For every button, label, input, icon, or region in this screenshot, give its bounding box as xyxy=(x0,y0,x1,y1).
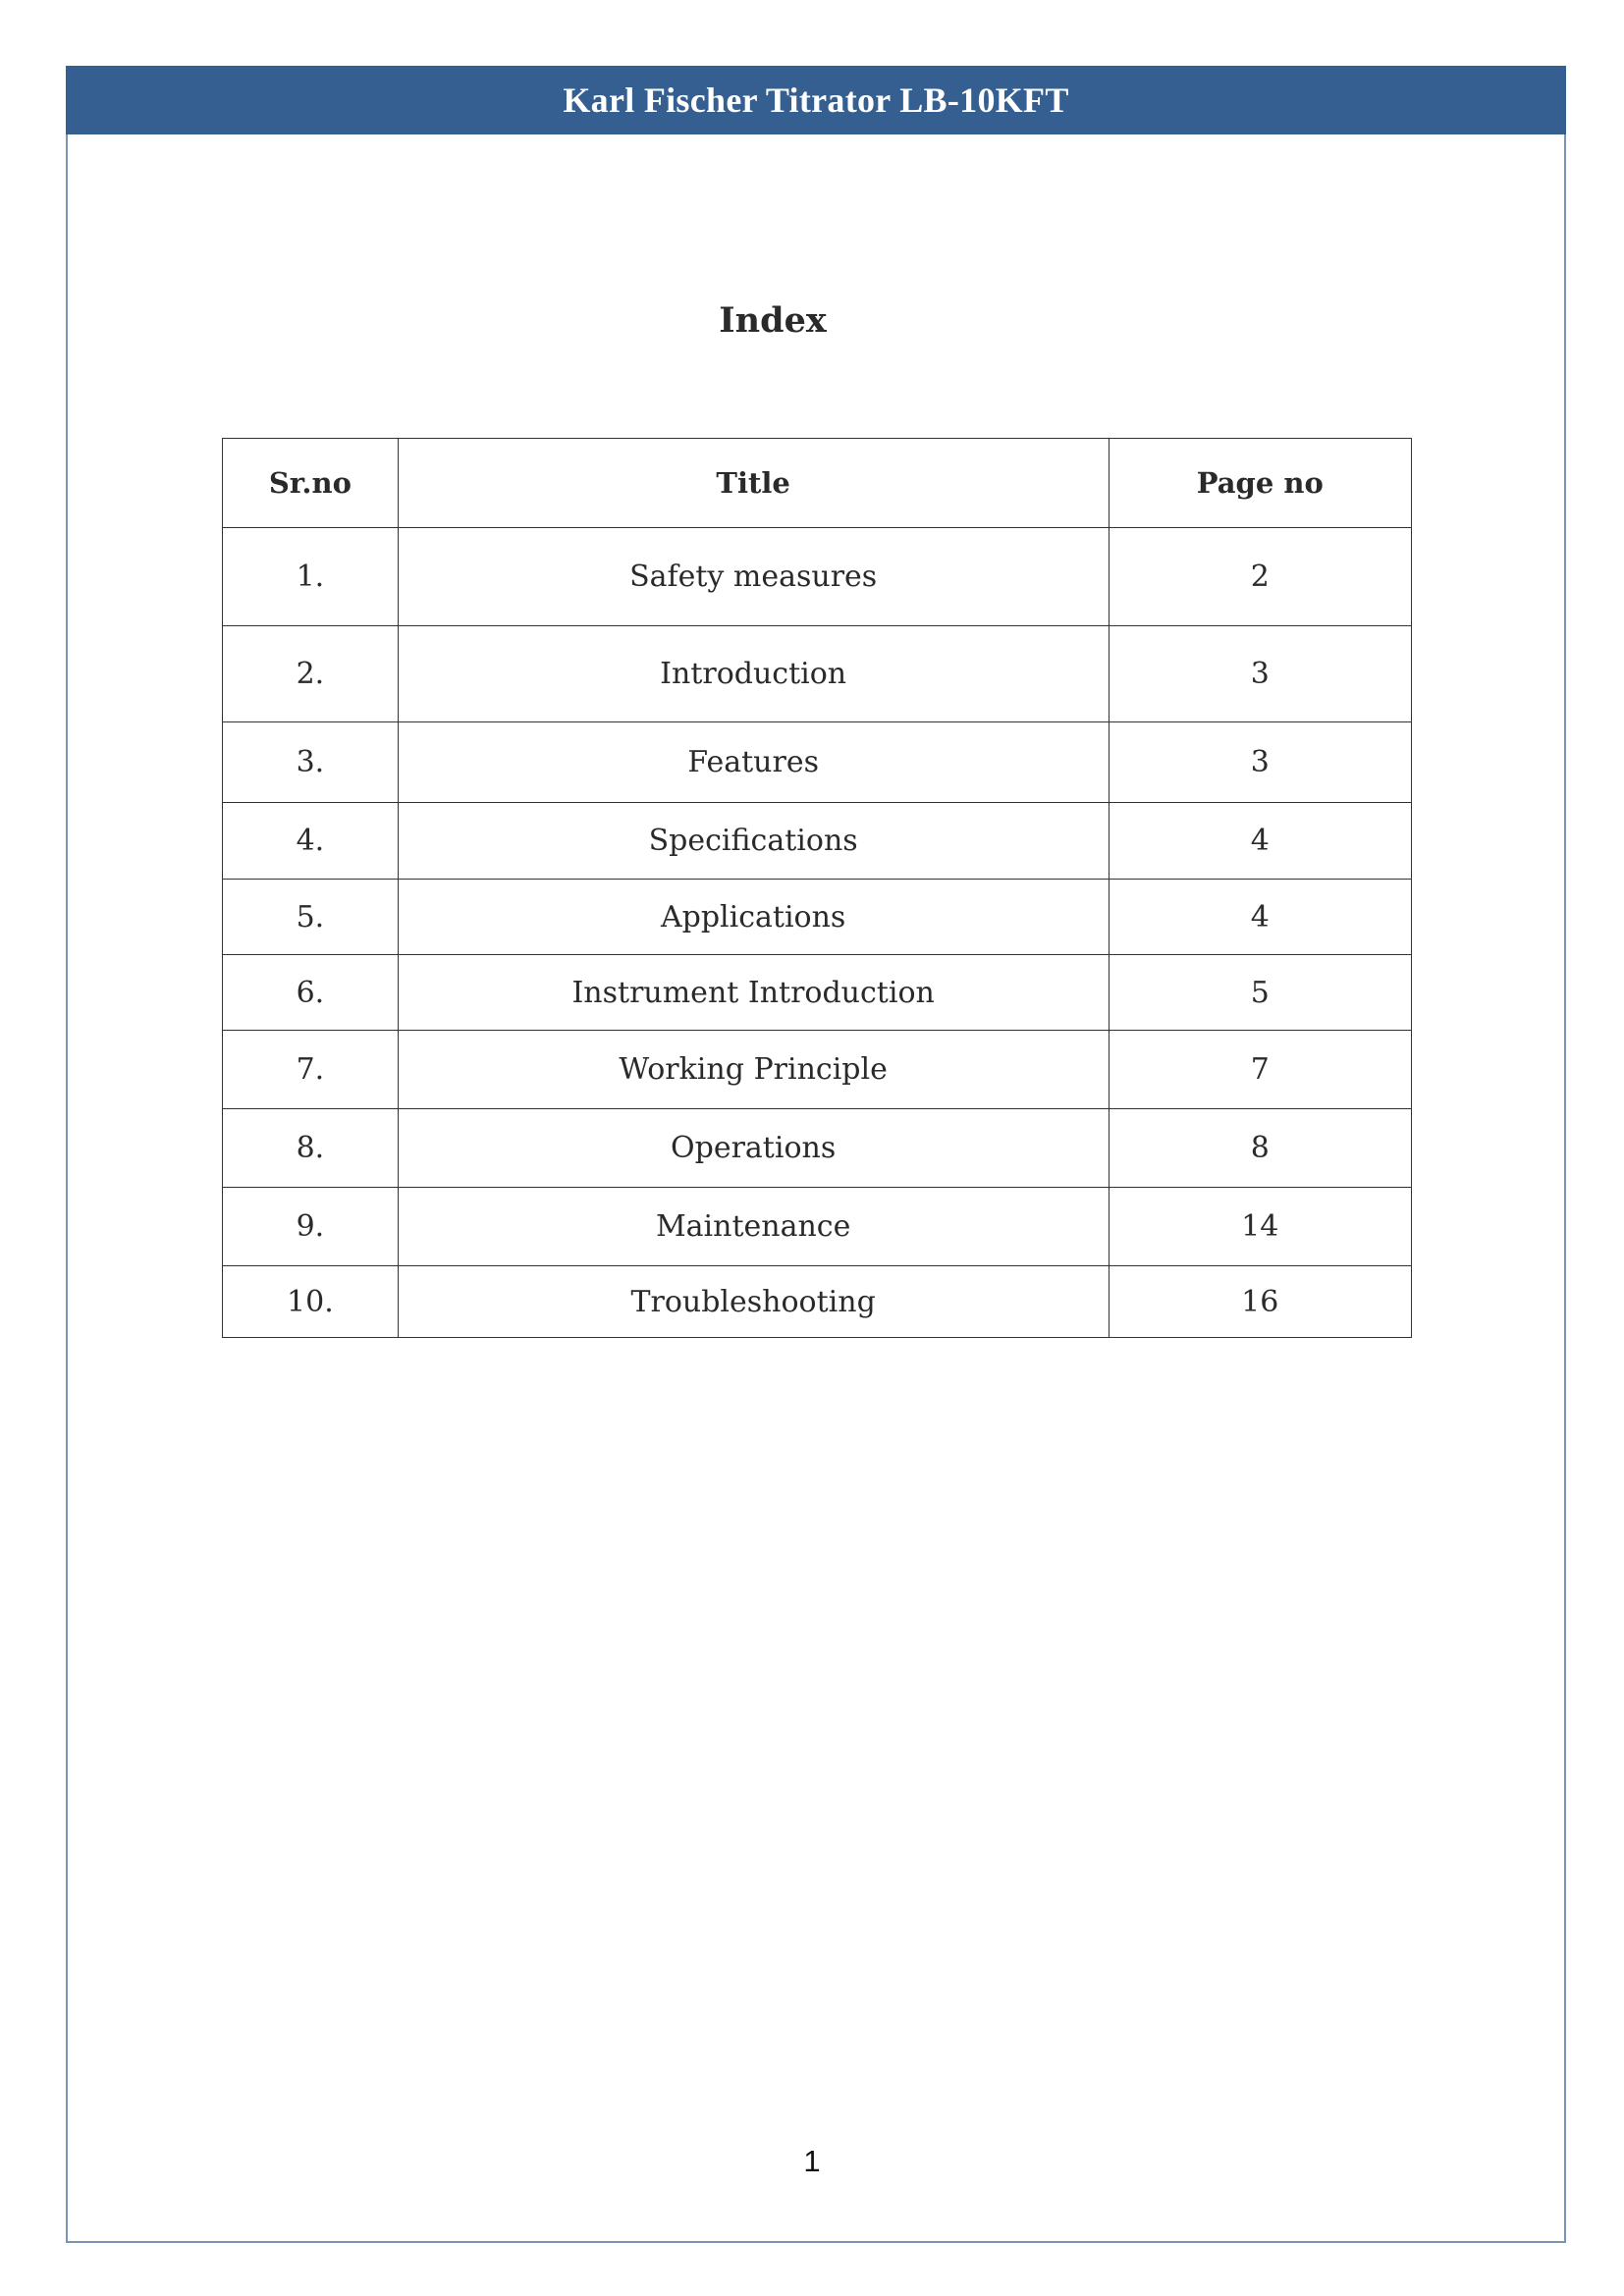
sr-no-cell: 3. xyxy=(223,722,399,803)
sr-no-cell: 9. xyxy=(223,1188,399,1266)
title-cell: Features xyxy=(398,722,1109,803)
table-row xyxy=(223,626,1412,722)
column-header-sr-no: Sr.no xyxy=(223,439,399,528)
sr-no-cell: 10. xyxy=(223,1266,399,1338)
table-row xyxy=(223,1266,1412,1338)
sr-no-cell: 6. xyxy=(223,955,399,1031)
page-no-cell: 3 xyxy=(1109,626,1411,722)
title-cell: Introduction xyxy=(398,626,1109,722)
document-header xyxy=(66,66,1566,134)
page-no-cell: 5 xyxy=(1109,955,1411,1031)
sr-no-cell: 4. xyxy=(223,803,399,880)
title-cell: Instrument Introduction xyxy=(398,955,1109,1031)
page-no-cell: 7 xyxy=(1109,1031,1411,1109)
index-heading: Index xyxy=(719,300,827,341)
title-cell: Specifications xyxy=(398,803,1109,880)
sr-no-cell: 7. xyxy=(223,1031,399,1109)
column-header-title: Title xyxy=(398,439,1109,528)
table-row xyxy=(223,528,1412,626)
table-row xyxy=(223,1031,1412,1109)
page-no-cell: 2 xyxy=(1109,528,1411,626)
title-cell: Safety measures xyxy=(398,528,1109,626)
table-row xyxy=(223,1188,1412,1266)
page-no-cell: 4 xyxy=(1109,880,1411,955)
page-no-cell: 3 xyxy=(1109,722,1411,803)
sr-no-cell: 2. xyxy=(223,626,399,722)
page-no-cell: 8 xyxy=(1109,1109,1411,1188)
sr-no-cell: 8. xyxy=(223,1109,399,1188)
table-header-row xyxy=(223,439,1412,528)
title-cell: Applications xyxy=(398,880,1109,955)
sr-no-cell: 1. xyxy=(223,528,399,626)
table-row xyxy=(223,1109,1412,1188)
title-cell: Maintenance xyxy=(398,1188,1109,1266)
page-no-cell: 14 xyxy=(1109,1188,1411,1266)
title-cell: Operations xyxy=(398,1109,1109,1188)
table-row xyxy=(223,880,1412,955)
column-header-page-no: Page no xyxy=(1109,439,1411,528)
page-number: 1 xyxy=(803,2144,821,2178)
table-row xyxy=(223,803,1412,880)
document-title: Karl Fischer Titrator LB-10KFT xyxy=(563,80,1069,120)
page-no-cell: 4 xyxy=(1109,803,1411,880)
table-row xyxy=(223,955,1412,1031)
page-no-cell: 16 xyxy=(1109,1266,1411,1338)
sr-no-cell: 5. xyxy=(223,880,399,955)
title-cell: Working Principle xyxy=(398,1031,1109,1109)
table-row xyxy=(223,722,1412,803)
title-cell: Troubleshooting xyxy=(398,1266,1109,1338)
index-table xyxy=(222,438,1412,1338)
